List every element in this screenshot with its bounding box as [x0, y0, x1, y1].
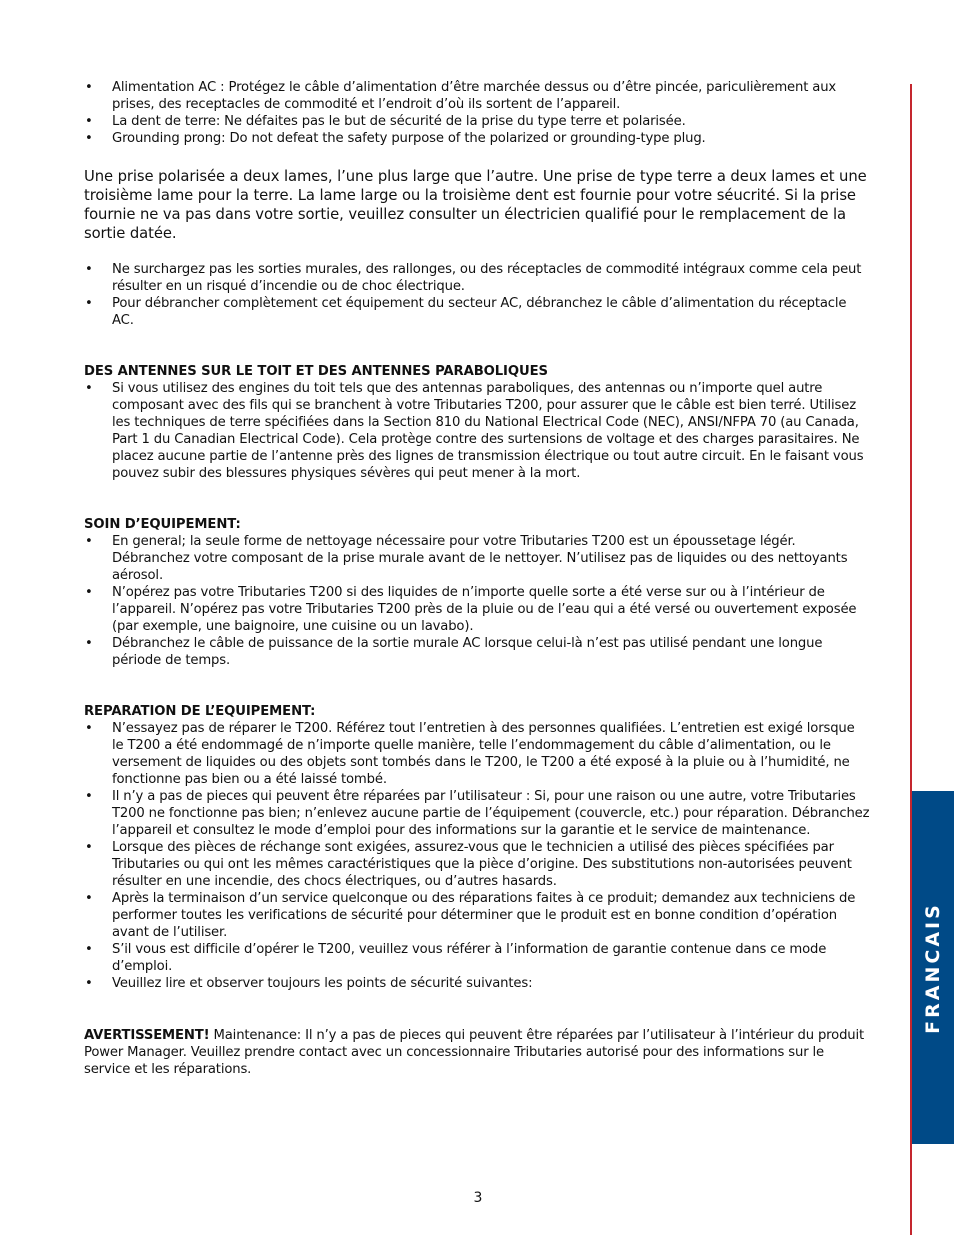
list-item: • Débranchez le câble de puissance de la sortie murale AC lorsque celui-là n’est pas utilisé pendant une longue période de temps.	[84, 635, 870, 669]
list-item: • Si vous utilisez des engines du toit tels que des antennas paraboliques, des antennas ou n’importe quel autre composant avec des fils qui se branchent à votre Tributaries T200, pour assurer que le câble est bien terré. Utilisez les techniques de terre spécifiées dans la Section 810 du National Electrical Code (NEC), ANSI/NFPA 70 (au Canada, Part 1 du Canadian Electrical Code). Cela protège contre des surtensions de voltage et des charges parasitaires. Ne placez aucune partie de l’antenne près des lignes de transmission électrique ou tout autre circuit. En le faisant vous pouvez subir des blessures physiques sévères qui peut mener à la mort.	[84, 380, 870, 482]
list-item: • S’il vous est difficile d’opérer le T200, veuillez vous référer à l’information de garantie contenue dans ce mode d’emploi.	[84, 941, 870, 975]
list-item: • Pour débrancher complètement cet équipement du secteur AC, débranchez le câble d’alimentation du réceptacle AC.	[84, 295, 870, 329]
warning-paragraph	[84, 1027, 870, 1078]
list-item: • Ne surchargez pas les sorties murales, des rallonges, ou des réceptacles de commodité intégraux comme cela peut résulter en un risqué d’incendie ou de choc électrique.	[84, 261, 870, 295]
repair-bullet-list	[84, 720, 870, 992]
list-item: • Après la terminaison d’un service quelconque ou des réparations faites à ce produit; demandez aux techniciens de performer toutes les verifications de sécurité pour déterminer que le produit est en bonne condition d’opération avant de l’utiliser.	[84, 890, 870, 941]
care-heading: SOIN D’EQUIPEMENT:	[84, 517, 241, 532]
warning-text: Maintenance: Il n’y a pas de pieces qui peuvent être réparées par l’utilisateur à l’intérieur du produit Power Manager. Veuillez prendre contact avec un concessionnaire Tributaries autorisé pour des informations sur le service et les réparations.	[84, 1028, 865, 1077]
language-side-tab	[912, 791, 954, 1144]
language-label: FRANCAIS	[922, 901, 944, 1034]
page-number: 3	[473, 1190, 483, 1206]
care-bullet-list	[84, 533, 870, 669]
list-item: • Alimentation AC : Protégez le câble d’alimentation d’être marchée dessus ou d’être pincée, pariculièrement aux prises, des receptacles de commodité et l’endroit d’où ils sortent de l’appareil.	[84, 79, 870, 113]
repair-heading: REPARATION DE L’EQUIPEMENT:	[84, 704, 316, 719]
antennas-bullet-list	[84, 380, 870, 482]
list-item: • La dent de terre: Ne défaites pas le but de sécurité de la prise du type terre et polarisée.	[84, 113, 870, 130]
list-item: • N’essayez pas de réparer le T200. Référez tout l’entretien à des personnes qualifiées. L’entretien est exigé lorsque le T200 a été endommagé de n’importe quelle manière, telle l’endommagement du câble d’alimentation, ou le versement de liquides ou des objets sont tombés dans le T200, le T200 a été exposé à la pluie ou à l’humidité, ne fonctionne pas bien ou a été laissé tombé.	[84, 720, 870, 788]
list-item: • En general; la seule forme de nettoyage nécessaire pour votre Tributaries T200 est un époussetage légér. Débranchez votre composant de la prise murale avant de le nettoyer. N’utilisez pas de liquides ou des nettoyants aérosol.	[84, 533, 870, 584]
list-item: • N’opérez pas votre Tributaries T200 si des liquides de n’importe quelle sorte a été verse sur ou à l’intérieur de l’appareil. N’opérez pas votre Tributaries T200 près de la pluie ou de l’eau qui a été versé ou ouvertement exposée (par exemple, une baignoire, une cuisine ou un lavabo).	[84, 584, 870, 635]
warning-label: AVERTISSEMENT!	[84, 1028, 210, 1043]
polarized-plug-paragraph: Une prise polarisée a deux lames, l’une plus large que l’autre. Une prise de type terre a deux lames et une troisième lame pour la terre. La lame large ou la troisième dent est fournie pour votre séucrité. Si la prise fournie ne va pas dans votre sortie, veuillez consulter un électricien qualifié pour le remplacement de la sortie datée.	[84, 168, 867, 242]
list-item: • Veuillez lire et observer toujours les points de sécurité suivantes:	[84, 975, 870, 992]
list-item: • Grounding prong: Do not defeat the safety purpose of the polarized or grounding-type plug.	[84, 130, 870, 147]
page-body	[84, 79, 870, 1078]
list-item: • Il n’y a pas de pieces qui peuvent être réparées par l’utilisateur : Si, pour une raison ou une autre, votre Tributaries T200 ne fonctionne pas bien; n’enlevez aucune partie de l’équipement (couvercle, etc.) pour réparation. Débranchez l’appareil et consultez le mode d’emploi pour des informations sur la garantie et le service de maintenance.	[84, 788, 870, 839]
safety-bullet-list-1	[84, 79, 870, 147]
antennas-heading: DES ANTENNES SUR LE TOIT ET DES ANTENNES PARABOLIQUES	[84, 364, 548, 379]
list-item: • Lorsque des pièces de réchange sont exigées, assurez-vous que le technicien a utilisé des pièces spécifiées par Tributaries ou qui ont les mêmes caractéristiques que la pièce d’origine. Des substitutions non-autorisées peuvent résulter en une incendie, des chocs électriques, ou d’autres hasards.	[84, 839, 870, 890]
safety-bullet-list-2	[84, 261, 870, 329]
